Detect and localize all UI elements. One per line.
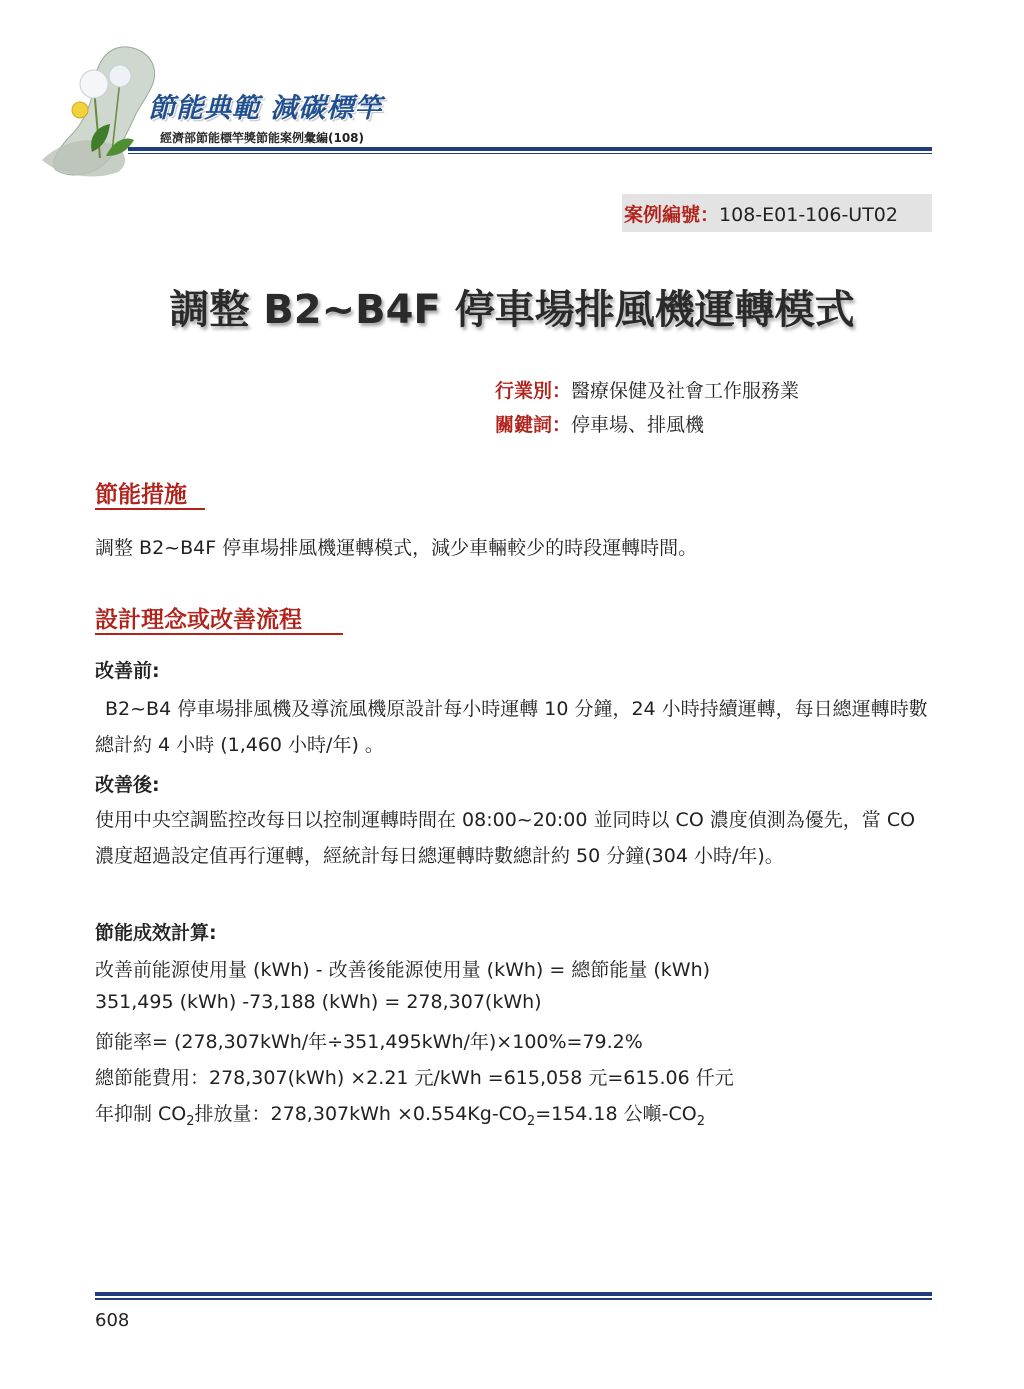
case-number-label: 案例編號：: [624, 204, 720, 226]
calc-line-5-a: 年抑制 CO: [95, 1103, 187, 1125]
case-number: [624, 200, 898, 227]
keywords-label: 關鍵詞：: [495, 414, 572, 436]
calc-line-5-sub-1: 2: [186, 1113, 195, 1129]
header-rule-thick: [128, 147, 932, 151]
after-label: 改善後:: [95, 774, 160, 796]
calc-label: 節能成效計算:: [95, 922, 217, 944]
after-text: 使用中央空調監控改每日以控制運轉時間在 08:00~20:00 並同時以 CO 濃度偵測為優先，當 CO 濃度超過設定值再行運轉，經統計每日總運轉時數總計約 50 分鐘(304 小時/年)。: [95, 809, 916, 867]
calc-line-5-c: =154.18 公噸-CO: [535, 1103, 697, 1125]
case-number-value: 108-E01-106-UT02: [719, 204, 898, 226]
calc-line-5-sub-2: 2: [526, 1113, 536, 1129]
page-number: 608: [95, 1310, 130, 1331]
measures-text: 調整 B2~B4F 停車場排風機運轉模式，減少車輛較少的時段運轉時間。: [95, 537, 698, 559]
header-rule-thin: [128, 153, 932, 154]
brand-subtitle: 經濟部節能標竿獎節能案例彙編(108): [160, 131, 365, 145]
calc-line-4: 總節能費用：278,307(kWh) ×2.21 元/kWh =615,058 元=615.06 仟元: [95, 1067, 734, 1089]
before-text: B2~B4 停車場排風機及導流風機原設計每小時運轉 10 分鐘，24 小時持續運轉，每日總運轉時數總計約 4 小時 (1,460 小時/年) 。: [95, 698, 928, 756]
industry-row: [495, 376, 799, 403]
calc-line-2: 351,495 (kWh) -73,188 (kWh) = 278,307(kWh): [95, 991, 542, 1013]
calc-line-5-sub-3: 2: [696, 1113, 705, 1129]
footer-rule-thin: [95, 1298, 932, 1300]
calc-line-1: 改善前能源使用量 (kWh) - 改善後能源使用量 (kWh) = 總節能量 (kWh): [95, 959, 711, 981]
calc-line-5: [95, 1099, 705, 1129]
section-heading-underline: [95, 633, 343, 635]
page-title: 調整 B2~B4F 停車場排風機運轉模式: [169, 287, 855, 333]
before-label: 改善前:: [95, 660, 160, 682]
footer-rule-thick: [95, 1292, 932, 1296]
keywords-value: 停車場、排風機: [571, 414, 705, 436]
calc-line-5-b: 排放量：278,307kWh ×0.554Kg-CO: [194, 1103, 527, 1125]
keywords-row: [495, 410, 704, 437]
brand-title: 節能典範 減碳標竿: [148, 93, 383, 124]
industry-label: 行業別：: [495, 380, 572, 402]
section-heading-design: 設計理念或改善流程: [95, 607, 302, 633]
industry-value: 醫療保健及社會工作服務業: [571, 380, 800, 402]
section-heading-underline: [95, 508, 205, 510]
section-heading-measures: 節能措施: [95, 482, 187, 508]
calc-line-3: 節能率= (278,307kWh/年÷351,495kWh/年)×100%=79.2%: [95, 1031, 643, 1053]
